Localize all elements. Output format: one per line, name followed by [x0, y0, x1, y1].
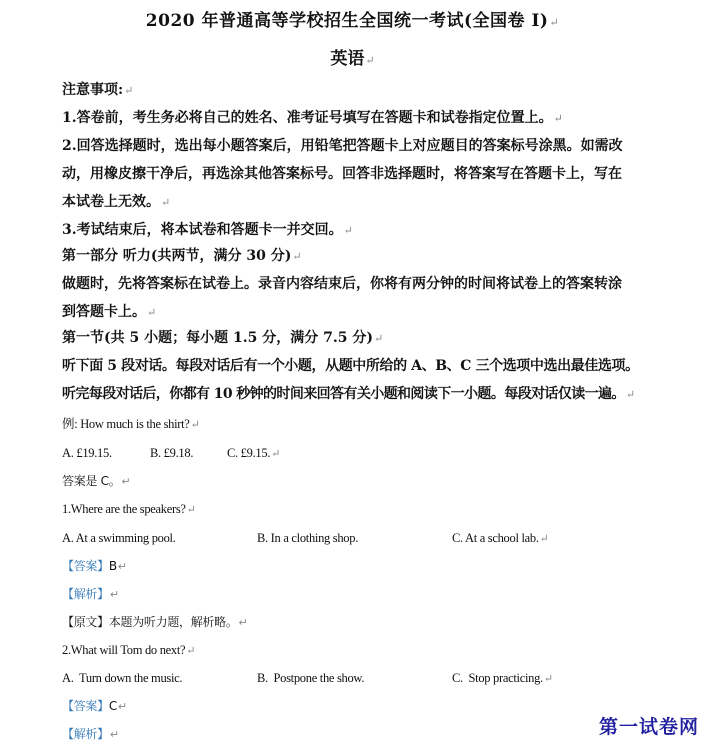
question-1-analysis: 【解析】↵: [62, 587, 119, 601]
analysis-label: 【解析】: [62, 587, 109, 601]
answer-value: B: [108, 559, 117, 573]
question-1-answer: 【答案】B↵: [62, 559, 127, 573]
part1-heading: 第一部分 听力(共两节，满分 30 分)↵: [62, 248, 302, 264]
question-2-analysis: 【解析】↵: [62, 727, 119, 741]
question-2-option-a: A. Turn down the music.: [62, 671, 183, 685]
exam-title-text: 2020 年普通高等学校招生全国统一考试(全国卷 I): [145, 11, 549, 31]
question-1-original: 【原文】本题为听力题，解析略。↵: [62, 615, 248, 629]
question-2-option-c: C. Stop practicing.↵: [452, 671, 553, 685]
example-option-a: A. £19.15.: [62, 446, 112, 460]
original-text: 本题为听力题，解析略。: [108, 615, 238, 629]
question-2-option-b: B. Postpone the show.: [257, 671, 365, 685]
question-1-option-a: A. At a swimming pool.: [62, 531, 176, 545]
example-option-c: C. £9.15.↵: [227, 446, 281, 460]
notice-item-1: 1.答卷前，考生务必将自己的姓名、准考证号填写在答题卡和试卷指定位置上。↵: [62, 110, 563, 126]
question-1: 1.Where are the speakers?↵: [62, 502, 196, 516]
paragraph-mark: ↵: [365, 54, 375, 67]
part1-intro-line-1: 做题时，先将答案标在试卷上。录音内容结束后，你将有两分钟的时间将试卷上的答案转涂: [62, 276, 622, 292]
question-1-option-b: B. In a clothing shop.: [257, 531, 359, 545]
notice-heading: 注意事项:↵: [62, 82, 134, 98]
question-1-option-c: C. At a school lab.↵: [452, 531, 549, 545]
site-watermark: 第一试卷网: [598, 716, 699, 738]
notice-item-2-line-2: 动，用橡皮擦干净后，再选涂其他答案标号。回答非选择题时，将答案写在答题卡上，写在: [62, 166, 622, 182]
subject-text: 英语: [330, 49, 365, 69]
subject-title: [0, 44, 705, 69]
analysis-label: 【解析】: [62, 727, 109, 741]
example-option-b: B. £9.18.: [150, 446, 194, 460]
paragraph-mark: ↵: [549, 16, 560, 29]
section1-instr-line-1: 听下面 5 段对话。每段对话后有一个小题，从题中所给的 A、B、C 三个选项中选出最佳选项。: [62, 358, 639, 374]
section1-heading: 第一节(共 5 小题；每小题 1.5 分，满分 7.5 分)↵: [62, 330, 384, 346]
exam-title: [0, 6, 705, 31]
answer-value: C: [108, 699, 117, 713]
question-2-answer: 【答案】C↵: [62, 699, 127, 713]
example-question: 例: How much is the shirt?↵: [62, 417, 200, 431]
section1-instr-line-2: 听完每段对话后，你都有 10 秒钟的时间来回答有关小题和阅读下一小题。每段对话仅读一遍。↵: [62, 386, 635, 402]
answer-label: 【答案】: [62, 699, 109, 713]
question-2: 2.What will Tom do next?↵: [62, 643, 196, 657]
notice-item-2-line-1: 2.回答选择题时，选出每小题答案后，用铅笔把答题卡上对应题目的答案标号涂黑。如需改: [62, 138, 623, 154]
answer-label: 【答案】: [62, 559, 109, 573]
example-answer: 答案是 C。↵: [62, 474, 131, 488]
original-label: 【原文】: [62, 615, 109, 629]
notice-item-3: 3.考试结束后，将本试卷和答题卡一并交回。↵: [62, 222, 353, 238]
notice-item-2-line-3: 本试卷上无效。↵: [62, 194, 171, 210]
part1-intro-line-2: 到答题卡上。↵: [62, 304, 157, 320]
